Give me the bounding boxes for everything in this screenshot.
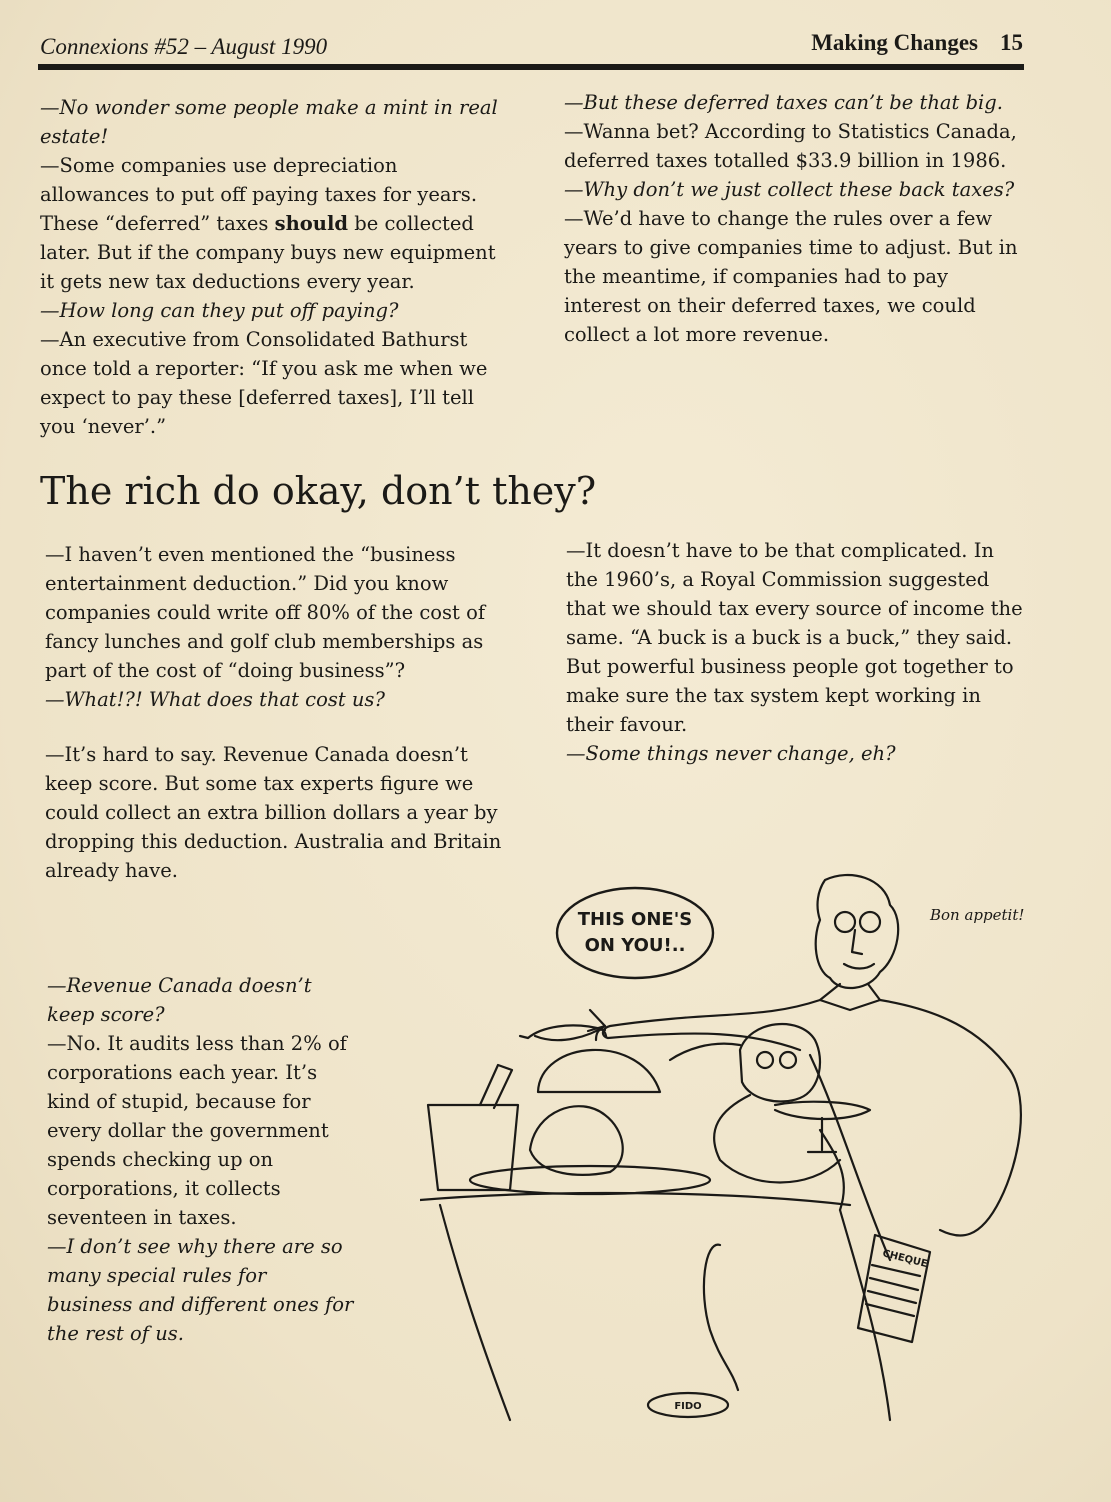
question-how-long: —How long can they put off paying? <box>40 299 399 322</box>
speech-line-2: ON YOU!.. <box>584 935 686 956</box>
bowl-label: FIDO <box>674 1401 702 1412</box>
question-real-estate: —No wonder some people make a mint in real estate! <box>40 96 498 148</box>
speech-line-1: THIS ONE'S <box>577 909 693 930</box>
question-cost: —What!?! What does that cost us? <box>45 688 385 711</box>
roast-turkey <box>530 1106 623 1175</box>
answer-wanna-bet: —Wanna bet? According to Statistics Canada, deferred taxes totalled $33.9 billion in 1986. <box>564 120 1017 172</box>
question-keep-score: —Revenue Canada doesn’t keep score? <box>47 974 312 1026</box>
waiter-nose <box>852 930 862 954</box>
cheque-label: CHEQUE <box>881 1248 929 1271</box>
answer-depreciation-text-b: be collected later. But if the company buys new equipment it gets new tax deductions every year. <box>40 212 496 293</box>
section-title <box>811 30 1023 56</box>
question-special-rules: —I don’t see why there are so many special rules for business and different ones for the rest of us. <box>47 1235 354 1345</box>
waiter-caption: Bon appetit! <box>930 906 1025 924</box>
tablecloth <box>440 1205 890 1420</box>
page-header <box>40 28 1025 68</box>
publication-title: Connexions #52 – August 1990 <box>40 34 328 59</box>
page-number: 15 <box>1000 30 1023 55</box>
answer-audits: —No. It audits less than 2% of corporations each year. It’s kind of stupid, because for every dollar the government spends checking up on corporations, it collects seventeen in taxes. <box>47 1032 347 1229</box>
emphasis-should: should <box>274 212 349 235</box>
dog-under-table <box>704 1245 738 1390</box>
column-bottom-left-narrow <box>47 971 357 1348</box>
editorial-cartoon <box>420 860 1040 1425</box>
answer-royal-commission: —It doesn’t have to be that complicated. In the 1960’s, a Royal Commission suggested that we should tax every source of income the same. “A buck is a buck is a buck,” they said. But powerful business people got together to make sure the tax system kept working in their favour. <box>566 539 1023 736</box>
question-never-change: —Some things never change, eh? <box>566 742 896 765</box>
answer-executive-quote: —An executive from Consolidated Bathurst once told a reporter: “If you ask me when we expect to pay these [deferred taxes], I’ll tell you ‘never’.” <box>40 328 488 438</box>
answer-entertainment-deduction: —I haven’t even mentioned the “business entertainment deduction.” Did you know companies could write off 80% of the cost of fancy lunches and golf club memberships as part of the cost of “doing business”? <box>45 543 486 682</box>
cloche-lid <box>538 1050 660 1092</box>
answer-hard-to-say: —It’s hard to say. Revenue Canada doesn’t keep score. But some tax experts figure we could collect an extra billion dollars a year by dropping this deduction. Australia and Britain already have. <box>45 743 502 882</box>
diner-arm <box>670 1044 740 1060</box>
wine-bottle <box>480 1065 512 1108</box>
section-name: Making Changes <box>811 30 978 55</box>
cheque-lines <box>866 1265 920 1316</box>
waiter-eye-left <box>835 912 855 932</box>
waiter-head <box>816 875 898 988</box>
diner-glasses-right <box>780 1052 796 1068</box>
header-rule <box>38 64 1024 70</box>
waiter-coat-edge <box>810 1055 890 1260</box>
waiter-body <box>880 1000 1021 1236</box>
diner-glasses-left <box>757 1052 773 1068</box>
champagne-glass-bowl <box>775 1102 870 1119</box>
question-deferred-taxes: —But these deferred taxes can’t be that big. <box>564 91 1003 114</box>
waiter-mouth <box>844 964 874 969</box>
speech-bubble <box>557 888 713 978</box>
table-edge <box>420 1193 850 1205</box>
column-bottom-left-wide <box>45 540 505 714</box>
answer-depreciation <box>40 151 510 296</box>
diner-arm-right <box>820 1130 844 1210</box>
waiter-eye-right <box>860 912 880 932</box>
answer-depreciation-text-a: —Some companies use depreciation allowances to put off paying taxes for years. These “deferred” taxes <box>40 154 478 235</box>
answer-change-rules: —We’d have to change the rules over a few years to give companies time to adjust. But in the meantime, if companies had to pay interest on their deferred taxes, we could collect a lot more revenue. <box>564 207 1018 346</box>
column-bottom-right <box>566 536 1026 768</box>
column-top-left <box>40 93 510 441</box>
section-headline: The rich do okay, don’t they? <box>40 469 597 513</box>
column-top-right <box>564 88 1026 349</box>
question-back-taxes: —Why don’t we just collect these back taxes? <box>564 178 1015 201</box>
